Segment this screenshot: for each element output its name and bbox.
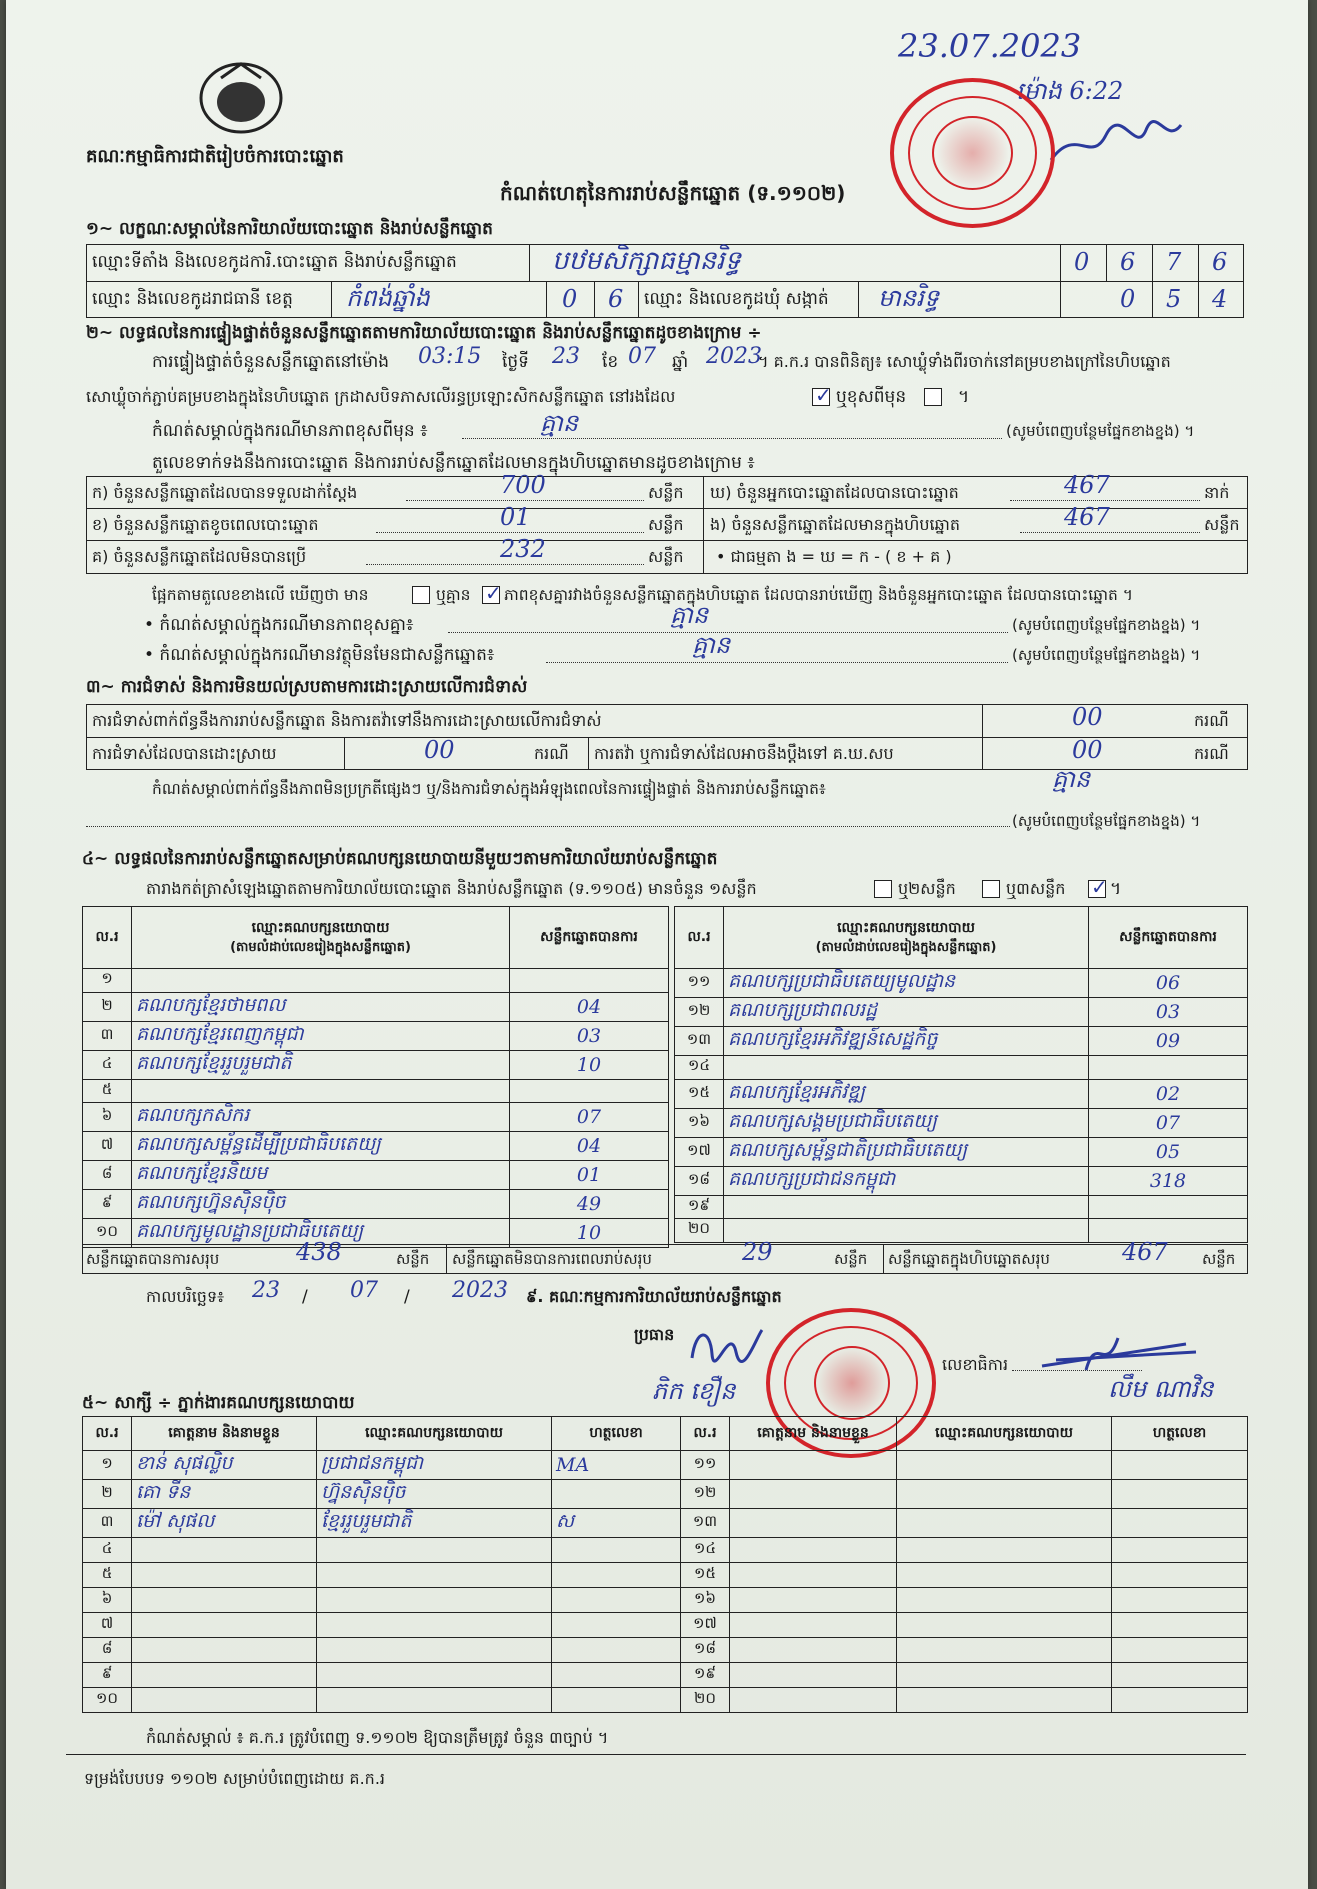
handwritten-date: 23.07.2023 (898, 27, 1082, 65)
witness-cell (317, 1538, 552, 1563)
totals-row (82, 1244, 1248, 1274)
cell-party (132, 1079, 510, 1103)
witness-cell (730, 1509, 897, 1538)
section5-title: ៥~ សាក្សី ÷ ភ្នាក់ងារគណបក្សនយោបាយ (82, 1393, 355, 1413)
cell-votes: 10 (510, 1050, 669, 1079)
witness-cell (897, 1509, 1112, 1538)
cell-party: គណបក្សកសិករ (132, 1103, 510, 1132)
sheets-1-checkbox[interactable] (874, 880, 892, 898)
cell-no: ៣ (83, 1021, 132, 1050)
witness-cell (730, 1451, 897, 1480)
witness-cell: ២០ (681, 1688, 730, 1713)
cell-party: គណបក្សមូលដ្ឋានប្រជាធិបតេយ្យ (132, 1219, 510, 1248)
cell-no: ១១ (675, 969, 724, 998)
witness-cell (897, 1480, 1112, 1509)
witness-cell: ប្រជាជនកម្ពុជា (317, 1451, 552, 1480)
witness-table: ល.រ គោត្តនាម និងនាមខ្លួន ឈ្មោះគណបក្សនយោបាយ ហត្ថលេខា ល.រ គោត្តនាម និងនាមខ្លួន ឈ្មោះគណបក្សនយោបាយ ហត្ថលេខា ១ ខាន់ សុផល្លិប ប្រជាជនកម្ពុជា MA ១១ ២ គោ ទីន ហ្វ៊ុនស៊ិនប៉ិច ១២ ៣ ម៉ៅ សុផល ខ្មែររួបរួមជាតិ ស ១៣ ៤ ១៤ ៥ ១៥ ៦ ១៦ ៧ ១៧ ៨ ១៨ ៩ ១៩ ១០ ២០ (82, 1416, 1248, 1713)
cell-no: ៤ (83, 1050, 132, 1079)
witness-cell: ៩ (83, 1663, 132, 1688)
cell-votes: 06 (1089, 969, 1248, 998)
witness-cell: ១៨ (681, 1638, 730, 1663)
witness-cell (897, 1451, 1112, 1480)
witness-cell: ១២ (681, 1480, 730, 1509)
witness-cell: ៧ (83, 1613, 132, 1638)
witness-cell: ៨ (83, 1638, 132, 1663)
cell-votes (510, 1079, 669, 1103)
cell-votes: 04 (510, 992, 669, 1021)
witness-cell: ១៤ (681, 1538, 730, 1563)
cell-party: គណបក្សខ្មែរថាមពល (132, 992, 510, 1021)
witness-cell (552, 1663, 681, 1688)
table-row (83, 1079, 669, 1103)
province-value: កំពង់ឆ្នាំង (346, 284, 430, 312)
chair-label: ប្រធាន (634, 1325, 675, 1344)
cell-no: ២០ (675, 1219, 724, 1243)
witness-cell: ម៉ៅ សុផល (132, 1509, 317, 1538)
witness-cell: ១០ (83, 1688, 132, 1713)
cell-no: ១៣ (675, 1027, 724, 1056)
table-row (675, 1027, 1248, 1056)
cell-party: គណបក្សខ្មែរអភិវឌ្ឍ (724, 1079, 1089, 1108)
diff-no-checkbox[interactable]: ✓ (482, 586, 500, 604)
witness-cell: ១៥ (681, 1563, 730, 1588)
witness-cell: ១៦ (681, 1588, 730, 1613)
sheets-2-checkbox[interactable] (982, 880, 1000, 898)
witness-cell: ១ (83, 1451, 132, 1480)
seal-unchanged-checkbox[interactable]: ✓ (812, 388, 830, 406)
cell-no: ១៥ (675, 1079, 724, 1108)
cell-party: គណបក្សសម្ព័ន្ធដើម្បីប្រជាធិបតេយ្យ (132, 1132, 510, 1161)
cell-party: គណបក្សខ្មែរអភិវឌ្ឍន៍សេដ្ឋកិច្ច (724, 1027, 1089, 1056)
section3-title: ៣~ ការជំទាស់ និងការមិនយល់ស្របតាមការដោះស្រាយលើការជំទាស់ (86, 677, 528, 697)
witness-cell (730, 1688, 897, 1713)
total-invalid: 29 (742, 1238, 773, 1266)
cell-no: ១០ (83, 1219, 132, 1248)
footnote: កំណត់សម្គាល់ ៖ គ.ក.រ ត្រូវបំពេញ ទ.១១០២ ឱ្យបានត្រឹមត្រូវ ចំនួន ៣ច្បាប់ ។ (146, 1728, 609, 1747)
witness-cell (897, 1638, 1112, 1663)
witness-cell: គោ ទីន (132, 1480, 317, 1509)
cell-votes: 03 (1089, 998, 1248, 1027)
cell-party (724, 1195, 1089, 1219)
witness-cell: ១៩ (681, 1663, 730, 1688)
witness-cell (730, 1663, 897, 1688)
witness-cell (1112, 1613, 1248, 1638)
section1-title: ១~ លក្ខណៈសម្គាល់នៃការិយាល័យបោះឆ្នោត និងរាប់សន្លឹកឆ្នោត (86, 219, 493, 239)
doc-title: កំណត់ហេតុនៃការរាប់សន្លឹកឆ្នោត (ទ.១១០២) (500, 181, 846, 205)
witness-cell (730, 1638, 897, 1663)
witness-cell (552, 1563, 681, 1588)
witness-cell (317, 1688, 552, 1713)
sheets-3-checkbox[interactable]: ✓ (1088, 880, 1106, 898)
witness-cell (1112, 1451, 1248, 1480)
witness-cell (317, 1588, 552, 1613)
witness-row (83, 1663, 1248, 1688)
cell-party: គណបក្សខ្មែរពេញកម្ពុជា (132, 1021, 510, 1050)
witness-cell (730, 1538, 897, 1563)
official-stamp-top (890, 78, 1055, 228)
table-row (83, 1190, 669, 1219)
cell-party (724, 1219, 1089, 1243)
witness-cell: ខ្មែររួបរួមជាតិ (317, 1509, 552, 1538)
witness-cell (552, 1588, 681, 1613)
witness-row (83, 1688, 1248, 1713)
cell-no: ១៦ (675, 1108, 724, 1137)
seal-note-value: គ្មាន (540, 409, 579, 437)
commune-value: មានរិទ្ធ (878, 284, 939, 312)
witness-cell (132, 1613, 317, 1638)
witness-cell: ២ (83, 1480, 132, 1509)
cell-party: គណបក្សសង្គមប្រជាធិបតេយ្យ (724, 1108, 1089, 1137)
cell-party: គណបក្សខ្មែររួបរួមជាតិ (132, 1050, 510, 1079)
signature-top (1046, 115, 1186, 175)
table-row (83, 1161, 669, 1190)
cell-no: ៦ (83, 1103, 132, 1132)
table-row (83, 1021, 669, 1050)
cell-no: ៩ (83, 1190, 132, 1219)
cell-no: ៨ (83, 1161, 132, 1190)
witness-cell (897, 1563, 1112, 1588)
cell-votes: 05 (1089, 1137, 1248, 1166)
cell-votes: 49 (510, 1190, 669, 1219)
chair-name: ភិក ខឿន (652, 1377, 736, 1405)
witness-cell: ១៧ (681, 1613, 730, 1638)
table-row (83, 1132, 669, 1161)
table-row (675, 1195, 1248, 1219)
witness-cell (317, 1563, 552, 1588)
witness-cell: MA (552, 1451, 681, 1480)
witness-row (83, 1563, 1248, 1588)
province-label: ឈ្មោះ និងលេខកូដរាជធានី ខេត្ត (92, 289, 293, 309)
cell-party: គណបក្សសម្ព័ន្ធជាតិប្រជាធិបតេយ្យ (724, 1137, 1089, 1166)
witness-cell (1112, 1688, 1248, 1713)
commune-label: ឈ្មោះ និងលេខកូដឃុំ សង្កាត់ (644, 289, 829, 309)
witness-cell: ៤ (83, 1538, 132, 1563)
org-name: គណៈកម្មាធិការជាតិរៀបចំការបោះឆ្នោត (86, 146, 344, 167)
cell-party (132, 969, 510, 993)
cell-votes (1089, 1219, 1248, 1243)
witness-cell: ៣ (83, 1509, 132, 1538)
witness-cell: ហ្វ៊ុនស៊ិនប៉ិច (317, 1480, 552, 1509)
table-row (675, 969, 1248, 998)
cell-votes: 09 (1089, 1027, 1248, 1056)
section4-title: ៤~ លទ្ធផលនៃការរាប់សន្លឹកឆ្នោតសម្រាប់គណបក្សនយោបាយនីមួយៗតាមការិយាល័យរាប់សន្លឹកឆ្នោត (82, 849, 718, 869)
witness-cell (132, 1663, 317, 1688)
witness-cell (552, 1538, 681, 1563)
table-row (675, 1137, 1248, 1166)
cell-votes: 07 (510, 1103, 669, 1132)
witness-cell: ស (552, 1509, 681, 1538)
table-row (83, 969, 669, 993)
cell-no: ១ (83, 969, 132, 993)
witness-cell (897, 1613, 1112, 1638)
secretary-label: លេខាធិការ (942, 1355, 1009, 1374)
witness-row (83, 1509, 1248, 1538)
cell-party: គណបក្សខ្មែរនិយម (132, 1161, 510, 1190)
witness-cell (1112, 1588, 1248, 1613)
cell-no: ៧ (83, 1132, 132, 1161)
cell-votes: 318 (1089, 1166, 1248, 1195)
witness-cell (1112, 1509, 1248, 1538)
cell-party: គណបក្សប្រជាជនកម្ពុជា (724, 1166, 1089, 1195)
cell-votes: 02 (1089, 1079, 1248, 1108)
cell-votes: 07 (1089, 1108, 1248, 1137)
cell-party: គណបក្សប្រជាធិបតេយ្យមូលដ្ឋាន (724, 969, 1089, 998)
witness-cell (897, 1538, 1112, 1563)
total-box: 467 (1122, 1238, 1168, 1266)
cell-party: គណបក្សប្រជាពលរដ្ឋ (724, 998, 1089, 1027)
witness-row (83, 1638, 1248, 1663)
witness-cell: ៦ (83, 1588, 132, 1613)
witness-row (83, 1613, 1248, 1638)
cell-no: ២ (83, 992, 132, 1021)
table-row (675, 998, 1248, 1027)
chair-signature (686, 1318, 766, 1370)
cell-votes (510, 969, 669, 993)
cell-no: ១៤ (675, 1056, 724, 1080)
form-footer: ទម្រង់បែបបទ ១១០២ សម្រាប់បំពេញដោយ គ.ក.រ (84, 1769, 385, 1788)
witness-row (83, 1480, 1248, 1509)
cell-party (724, 1056, 1089, 1080)
diff-yes-checkbox[interactable] (412, 586, 430, 604)
cell-no: ១២ (675, 998, 724, 1027)
witness-row (83, 1588, 1248, 1613)
cell-no: ១៨ (675, 1166, 724, 1195)
total-valid: 438 (296, 1238, 342, 1266)
witness-cell (132, 1688, 317, 1713)
table-row (83, 1050, 669, 1079)
witness-cell (1112, 1480, 1248, 1509)
witness-cell (552, 1638, 681, 1663)
national-emblem-icon (196, 58, 286, 138)
section2-title: ២~ លទ្ធផលនៃការផ្ទៀងផ្ទាត់ចំនួនសន្លឹកឆ្នោតតាមការិយាល័យបោះឆ្នោត និងរាប់សន្លឹកឆ្នោតដូចខាងក្រោម ÷ (86, 323, 762, 343)
witness-cell: ៥ (83, 1563, 132, 1588)
witness-cell (897, 1663, 1112, 1688)
witness-cell (730, 1588, 897, 1613)
witness-cell (552, 1480, 681, 1509)
witness-cell (132, 1538, 317, 1563)
witness-cell (730, 1563, 897, 1588)
witness-cell (552, 1688, 681, 1713)
witness-cell (317, 1663, 552, 1688)
witness-cell (317, 1638, 552, 1663)
cell-votes: 10 (510, 1219, 669, 1248)
results-table-right: ល.រ ឈ្មោះគណបក្សនយោបាយ (តាមលំដាប់លេខរៀងក្នុងសន្លឹកឆ្នោត) សន្លឹកឆ្នោតបានការ ១១ គណបក្សប្រជាធិបតេយ្យមូលដ្ឋាន 06 ១២ គណបក្សប្រជាពលរដ្ឋ 03 ១៣ គណបក្សខ្មែរអភិវឌ្ឍន៍សេដ្ឋកិច្ច 09 ១៤ ១៥ គណបក្សខ្មែរអភិវឌ្ឍ 02 ១៦ គណបក្សសង្គមប្រជាធិបតេយ្យ 07 ១៧ គណបក្សសម្ព័ន្ធជាតិប្រជាធិបតេយ្យ 05 ១៨ គណបក្សប្រជាជនកម្ពុជា 318 ១៩ ២០ (674, 906, 1248, 1243)
table-row (675, 1166, 1248, 1195)
location-value: បឋមសិក្សាធម្មានរិទ្ធ (552, 246, 741, 276)
cell-votes (1089, 1195, 1248, 1219)
witness-cell (730, 1480, 897, 1509)
witness-row (83, 1451, 1248, 1480)
document-page: 23.07.2023 ម៉ោង 6:22 គណៈកម្មាធិការជាតិរៀបចំការបោះឆ្នោត កំណត់ហេតុនៃការរាប់សន្លឹកឆ្នោត (ទ.១១០២) ១~ លក្ខណៈសម្គាល់នៃការិយាល័យបោះឆ្នោត និងរាប់សន្លឹកឆ្នោត ឈ្មោះទីតាំង និងលេខកូដការិ.បោះឆ្នោត និងរាប់សន្លឹកឆ្នោត បឋមសិក្សាធម្មានរិទ្ធ 0 6 7 6 ឈ្មោះ និងលេខកូដរាជធានី ខេត្ត កំពង់ឆ្នាំង 0 6 ឈ្មោះ និងលេខកូដឃុំ សង្កាត់ មានរិទ្ធ 0 5 4 ២~ លទ្ធផលនៃការផ្ទៀងផ្ទាត់ចំនួនសន្លឹកឆ្នោតតាមការិយាល័យបោះឆ្នោត និងរាប់សន្លឹកឆ្នោតដូចខាងក្រោម ÷ ការផ្ទៀងផ្ទាត់ចំនួនសន្លឹកឆ្នោតនៅម៉ោង 03:15 ថ្ងៃទី 23 ខែ 07 ឆ្នាំ 2023 ។ គ.ក.រ បានពិនិត្យ៖ សោឃ្លុំទាំងពីរចាក់នៅគម្របខាងក្រៅនៃហិបឆ្នោត សោឃ្លុំចាក់ភ្ជាប់គម្របខាងក្នុងនៃហិបឆ្នោត ក្រដាសបិទភាសលើរន្ធប្រឡោះសិកសន្លឹកឆ្នោត នៅរងដែល ✓ ឬខុសពីមុន ។ កំណត់សម្គាល់ក្នុងករណីមានភាពខុសពីមុន ៖ គ្មាន (សូមបំពេញបន្ថែមផ្នែកខាងខ្នង) ។ តួលេខទាក់ទងនឹងការបោះឆ្នោត និងការរាប់សន្លឹកឆ្នោតដែលមានក្នុងហិបឆ្នោតមានដូចខាងក្រោម ៖ ក) ចំនួនសន្លឹកឆ្នោតដែលបានទទួលដាក់ស្តែង 700 សន្លឹក ឃ) ចំនួនអ្នកបោះឆ្នោតដែលបានបោះឆ្នោត 467 នាក់ ខ) ចំនួនសន្លឹកឆ្នោតខូចពេលបោះឆ្នោត 01 សន្លឹក ង) ចំនួនសន្លឹកឆ្នោតដែលមានក្នុងហិបឆ្នោត 467 សន្លឹក គ) ចំនួនសន្លឹកឆ្នោតដែលមិនបានប្រើ 232 សន្លឹក • ជាធម្មតា ង = ឃ = ក - ( ខ + គ ) ផ្អែកតាមតួលេខខាងលើ ឃើញថា មាន ឬគ្មាន ✓ ភាពខុសគ្នារវាងចំនួនសន្លឹកឆ្នោតក្នុងហិបឆ្នោត ដែលបានរាប់ឃើញ និងចំនួនអ្នកបោះឆ្នោត ដែលបានបោះឆ្នោត ។ • កំណត់សម្គាល់ក្នុងករណីមានភាពខុសគ្នា៖ គ្មាន (សូមបំពេញបន្ថែមផ្នែកខាងខ្នង) ។ • កំណត់សម្គាល់ក្នុងករណីមានវត្ថុមិនមែនជាសន្លឹកឆ្នោត៖ គ្មាន (សូមបំពេញបន្ថែមផ្នែកខាងខ្នង) ។ ៣~ ការជំទាស់ និងការមិនយល់ស្របតាមការដោះស្រាយលើការជំទាស់ ការជំទាស់ពាក់ព័ន្ធនឹងការរាប់សន្លឹកឆ្នោត និងការតវ៉ាទៅនឹងការដោះស្រាយលើការជំទាស់ 00 ករណី ការជំទាស់ដែលបានដោះស្រាយ 00 ករណី ការតវ៉ា ឬការជំទាស់ដែលអាចនឹងប្តឹងទៅ គ.ឃ.សប 00 ករណី កំណត់សម្គាល់ពាក់ព័ន្ធនឹងភាពមិនប្រក្រតីផ្សេងៗ ឬ/និងការជំទាស់ក្នុងអំឡុងពេលនៃការផ្ទៀងផ្ទាត់ និងការរាប់សន្លឹកឆ្នោត៖ គ្មាន (សូមបំពេញបន្ថែមផ្នែកខាងខ្នង) ។ ៤~ លទ្ធផលនៃការរាប់សន្លឹកឆ្នោតសម្រាប់គណបក្សនយោបាយនីមួយៗតាមការិយាល័យរាប់សន្លឹកឆ្នោត តារាងកត់ត្រាសំឡេងឆ្នោតតាមការិយាល័យបោះឆ្នោត និងរាប់សន្លឹកឆ្នោត (ទ.១១០៥) មានចំនួន ១សន្លឹក ឬ២សន្លឹក ឬ៣សន្លឹក ✓ ។ ល.រ ឈ្មោះគណបក្សនយោបាយ (តាមលំដាប់លេខរៀងក្នុងសន្លឹកឆ្នោត) សន្លឹកឆ្នោតបានការ ១ ២ គណបក្សខ្មែរថាមពល 04 ៣ គណបក្សខ្មែរពេញកម្ពុជា 03 ៤ គណបក្សខ្មែររួបរួមជាតិ 10 ៥ ៦ គណបក្សកសិករ 07 ៧ គណបក្សសម្ព័ន្ធដើម្បីប្រជាធិបតេយ្យ 04 ៨ គណបក្សខ្មែរនិយម 01 ៩ គណបក្សហ្វ៊ុនស៊ិនប៉ិច 49 ១០ គណបក្សមូលដ្ឋានប្រជាធិបតេយ្យ 10 ល.រ ឈ្មោះគណបក្សនយោបាយ (តាមលំដាប់លេខរៀងក្នុងសន្លឹកឆ្នោត) សន្លឹកឆ្នោតបានការ ១១ គណបក្សប្រជាធិបតេយ្យមូលដ្ឋាន 06 ១២ គណបក្សប្រជាពលរដ្ឋ 03 ១៣ គណបក្សខ្មែរអភិវឌ្ឍន៍សេដ្ឋកិច្ច 09 ១៤ ១៥ គណបក្សខ្មែរអភិវឌ្ឍ 02 ១៦ គណបក្សសង្គមប្រជាធិបតេយ្យ 07 ១៧ គណបក្សសម្ព័ន្ធជាតិប្រជាធិបតេយ្យ 05 ១៨ គណបក្សប្រជាជនកម្ពុជា 318 ១៩ ២០ សន្លឹកឆ្នោតបានការសរុប 438 សន្លឹក សន្លឹកឆ្នោតមិនបានការពេលរាប់សរុប 29 សន្លឹក សន្លឹកឆ្នោតក្នុងហិបឆ្នោតសរុប 467 សន្លឹក កាលបរិច្ឆេទ៖ 23 / 07 / 2023 ៩. គណៈកម្មការការិយាល័យរាប់សន្លឹកឆ្នោត ប្រធាន ភិក ខឿន លេខាធិការ លឹម ណាវិន ៥~ សាក្សី ÷ ភ្នាក់ងារគណបក្សនយោបាយ ល.រ គោត្តនាម និងនាមខ្លួន ឈ្មោះគណបក្សនយោបាយ ហត្ថលេខា ល.រ គោត្តនាម និងនាមខ្លួន ឈ្មោះគណបក្សនយោបាយ ហត្ថលេខា ១ ខាន់ សុផល្លិប ប្រជាជនកម្ពុជា MA ១១ ២ គោ ទីន ហ្វ៊ុនស៊ិនប៉ិច ១២ ៣ ម៉ៅ សុផល ខ្មែររួបរួមជាតិ ស ១៣ ៤ ១៤ ៥ ១៥ ៦ ១៦ ៧ ១៧ ៨ ១៨ ៩ ១៩ ១០ ២០ កំណត់សម្គាល់ ៖ គ.ក.រ ត្រូវបំពេញ ទ.១១០២ ឱ្យបានត្រឹមត្រូវ ចំនួន ៣ច្បាប់ ។ ទម្រង់បែបបទ ១១០២ សម្រាប់បំពេញដោយ គ.ក.រ (6, 0, 1308, 1889)
cell-no: ៥ (83, 1079, 132, 1103)
witness-cell: ១៣ (681, 1509, 730, 1538)
witness-cell (1112, 1563, 1248, 1588)
witness-cell (897, 1688, 1112, 1713)
witness-cell (132, 1588, 317, 1613)
witness-cell (1112, 1538, 1248, 1563)
handwritten-time: ម៉ោង 6:22 (1016, 77, 1124, 105)
table-row (83, 1103, 669, 1132)
witness-cell (132, 1638, 317, 1663)
witness-cell (1112, 1663, 1248, 1688)
witness-cell (897, 1588, 1112, 1613)
secretary-name: លឹម ណាវិន (1108, 1375, 1214, 1403)
cell-votes: 03 (510, 1021, 669, 1050)
cell-votes: 04 (510, 1132, 669, 1161)
witness-row (83, 1538, 1248, 1563)
secretary-signature (1036, 1330, 1206, 1380)
witness-cell: ខាន់ សុផល្លិប (132, 1451, 317, 1480)
table-row (675, 1108, 1248, 1137)
results-table-left: ល.រ ឈ្មោះគណបក្សនយោបាយ (តាមលំដាប់លេខរៀងក្នុងសន្លឹកឆ្នោត) សន្លឹកឆ្នោតបានការ ១ ២ គណបក្សខ្មែរថាមពល 04 ៣ គណបក្សខ្មែរពេញកម្ពុជា 03 ៤ គណបក្សខ្មែររួបរួមជាតិ 10 ៥ ៦ គណបក្សកសិករ 07 ៧ គណបក្សសម្ព័ន្ធដើម្បីប្រជាធិបតេយ្យ 04 ៨ គណបក្សខ្មែរនិយម 01 ៩ គណបក្សហ្វ៊ុនស៊ិនប៉ិច 49 ១០ គណបក្សមូលដ្ឋានប្រជាធិបតេយ្យ 10 (82, 906, 669, 1248)
table-row (675, 1079, 1248, 1108)
cell-votes (1089, 1056, 1248, 1080)
cell-no: ១៩ (675, 1195, 724, 1219)
witness-cell (552, 1613, 681, 1638)
cell-party: គណបក្សហ្វ៊ុនស៊ិនប៉ិច (132, 1190, 510, 1219)
cell-votes: 01 (510, 1161, 669, 1190)
witness-cell: ១១ (681, 1451, 730, 1480)
table-row (675, 1056, 1248, 1080)
witness-cell (132, 1563, 317, 1588)
witness-cell (1112, 1638, 1248, 1663)
table-row (83, 992, 669, 1021)
witness-cell (730, 1613, 897, 1638)
location-label: ឈ្មោះទីតាំង និងលេខកូដការិ.បោះឆ្នោត និងរាប់សន្លឹកឆ្នោត (92, 252, 457, 272)
seal-changed-checkbox[interactable] (924, 388, 942, 406)
witness-cell (317, 1613, 552, 1638)
cell-no: ១៧ (675, 1137, 724, 1166)
